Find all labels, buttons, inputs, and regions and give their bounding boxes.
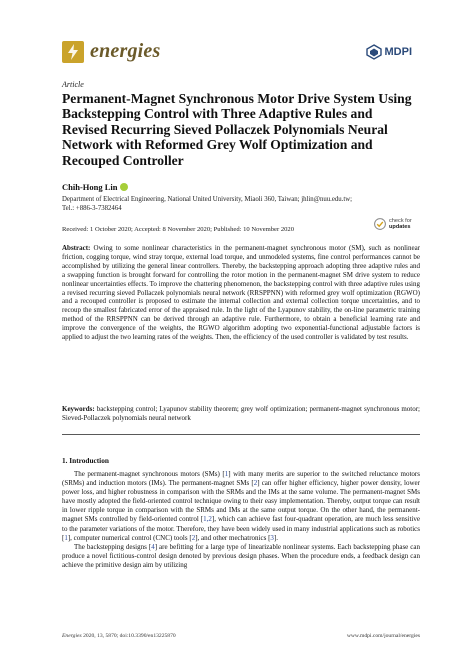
check-updates-line2: updates — [389, 224, 411, 231]
intro-text: The backstepping designs [ — [74, 542, 152, 551]
article-type: Article — [62, 80, 84, 89]
section-divider — [62, 434, 420, 435]
check-updates-line1: check for — [389, 218, 412, 224]
citation-link[interactable]: 1,2 — [203, 515, 212, 524]
citation-link[interactable]: 4 — [151, 542, 155, 551]
intro-text: ] can offer higher efficiency, higher power density, lower power loss, and higher robustness in comparison with the SRMs and the IMs at the same volume. The permanent-magnet SMs have mostly adopted the field-oriented control technique owing to their easy implementation. Thereby, output torque can result in lower ripple torque in comparison with the SRMs and IMs at the same output torque. On the other hand, the permanent-magnet SMs controlled by field-oriented control [ — [62, 479, 420, 524]
intro-text: ]. — [273, 533, 279, 542]
intro-text: ], which can achieve fast four-quadrant operation, are much less sensitive to the parameter variations of the motor. Therefore, they have been widely used in many industrial applications such as robotics [ — [62, 515, 420, 542]
publisher-name: MDPI — [384, 46, 412, 58]
orcid-icon[interactable] — [120, 183, 128, 191]
author-line — [62, 182, 128, 192]
keywords-text: backstepping control; Lyapunov stability theorem; grey wolf optimization; permanent-magnet synchronous motor; Sieved-Pollaczek polynomials neural network — [62, 405, 421, 422]
footer-citation — [62, 633, 176, 639]
page-footer — [62, 633, 420, 639]
footer-journal: Energies — [62, 633, 82, 639]
mdpi-icon — [366, 44, 382, 60]
citation-link[interactable]: 1 — [224, 470, 229, 478]
keywords — [62, 405, 420, 423]
citation-link[interactable]: 2 — [253, 479, 258, 488]
intro-text: ], computer numerical control (CNC) tools [ — [67, 533, 192, 542]
citation-link[interactable]: 1 — [64, 533, 68, 542]
footer-doi[interactable]: 2020, 13, 5870; doi:10.3390/en13225870 — [83, 633, 176, 639]
check-updates-text — [389, 218, 412, 230]
intro-text: The permanent-magnet synchronous motors (SMs) [ — [74, 470, 225, 478]
journal-name: energies — [90, 40, 161, 62]
publication-dates: Received: 1 October 2020; Accepted: 8 November 2020; Published: 10 November 2020 — [62, 226, 295, 233]
affiliation-line: Department of Electrical Engineering, National United University, Miaoli 360, Taiwan; jhlin@nuu.edu.tw; — [62, 196, 353, 203]
author-name[interactable]: Chih-Hong Lin — [62, 182, 118, 192]
keywords-label: Keywords: — [62, 405, 95, 413]
article-title: Permanent-Magnet Synchronous Motor Drive System Using Backstepping Control with Three Adaptive Rules and Revised Recurring Sieved Pollaczek Polynomials Neural Network with Reformed Grey Wolf Optimization and Recouped Controller — [62, 91, 412, 168]
intro-paragraph-1 — [62, 470, 420, 543]
intro-text: ], and other mechatronics [ — [195, 533, 271, 542]
introduction-body — [62, 470, 420, 570]
energies-logo-icon — [62, 41, 84, 63]
journal-logo[interactable] — [62, 40, 160, 63]
abstract — [62, 244, 420, 342]
citation-link[interactable]: 3 — [270, 533, 274, 542]
affiliation — [62, 195, 422, 213]
publisher-logo[interactable] — [366, 44, 413, 60]
abstract-label: Abstract: — [62, 244, 91, 252]
abstract-text: Owing to some nonlinear characteristics in the permanent-magnet synchronous motor (SM), such as nonlinear friction, cogging torque, wind stray torque, external load torque, and unmodeled systems, fine control performances cannot be accomplished by utilizing the general linear controllers. Thereby, the backstepping approach adopting three adaptive rules and a swapping function is brought forward for controlling the rotor motion in the permanent-magnet SM drive system to reduce nonlinear uncertainties effects. To improve the chattering phenomenon, the backstepping control with three adaptive rules using a revised recurring sieved Pollaczek polynomials neural network (RRSPPNN) with reformed grey wolf optimization (RGWO) and a recouped controller is proposed to estimate the internal collection and external collection torque uncertainties, and to recoup the smallest fabricated error of the appraised rule. In the light of the Lyapunov stability, the on-line parametric training method of the RRSPPNN can be derived through an adaptive rule. Furthermore, to obtain a beneficial learning rate and improve the convergence of the weights, the RGWO algorithm adopting two exponential-functional adjustable factors is applied to adjust the two learning rates of the weights. Then, the efficiency of the used controller is validated by test results. — [62, 244, 421, 342]
check-updates-icon — [374, 218, 386, 230]
check-for-updates-badge[interactable] — [374, 218, 412, 230]
intro-paragraph-2 — [62, 543, 420, 570]
citation-link[interactable]: 2 — [191, 533, 196, 542]
intro-text: ] are befitting for a large type of linearizable nonlinear systems. Each backstepping phase can produce a novel fictitious-control design denoted by previous design phases. When the procedure ends, a feedback design can achieve the primitive design aim by utilizing — [62, 542, 420, 569]
section-heading: 1. Introduction — [62, 456, 109, 465]
intro-text: ] with many merits are superior to the switched reluctance motors (SRMs) and induction motors (IMs). The permanent-magnet SMs [ — [62, 470, 420, 488]
affiliation-phone: Tel.: +886-3-7382464 — [62, 205, 122, 212]
footer-url[interactable]: www.mdpi.com/journal/energies — [346, 633, 420, 639]
